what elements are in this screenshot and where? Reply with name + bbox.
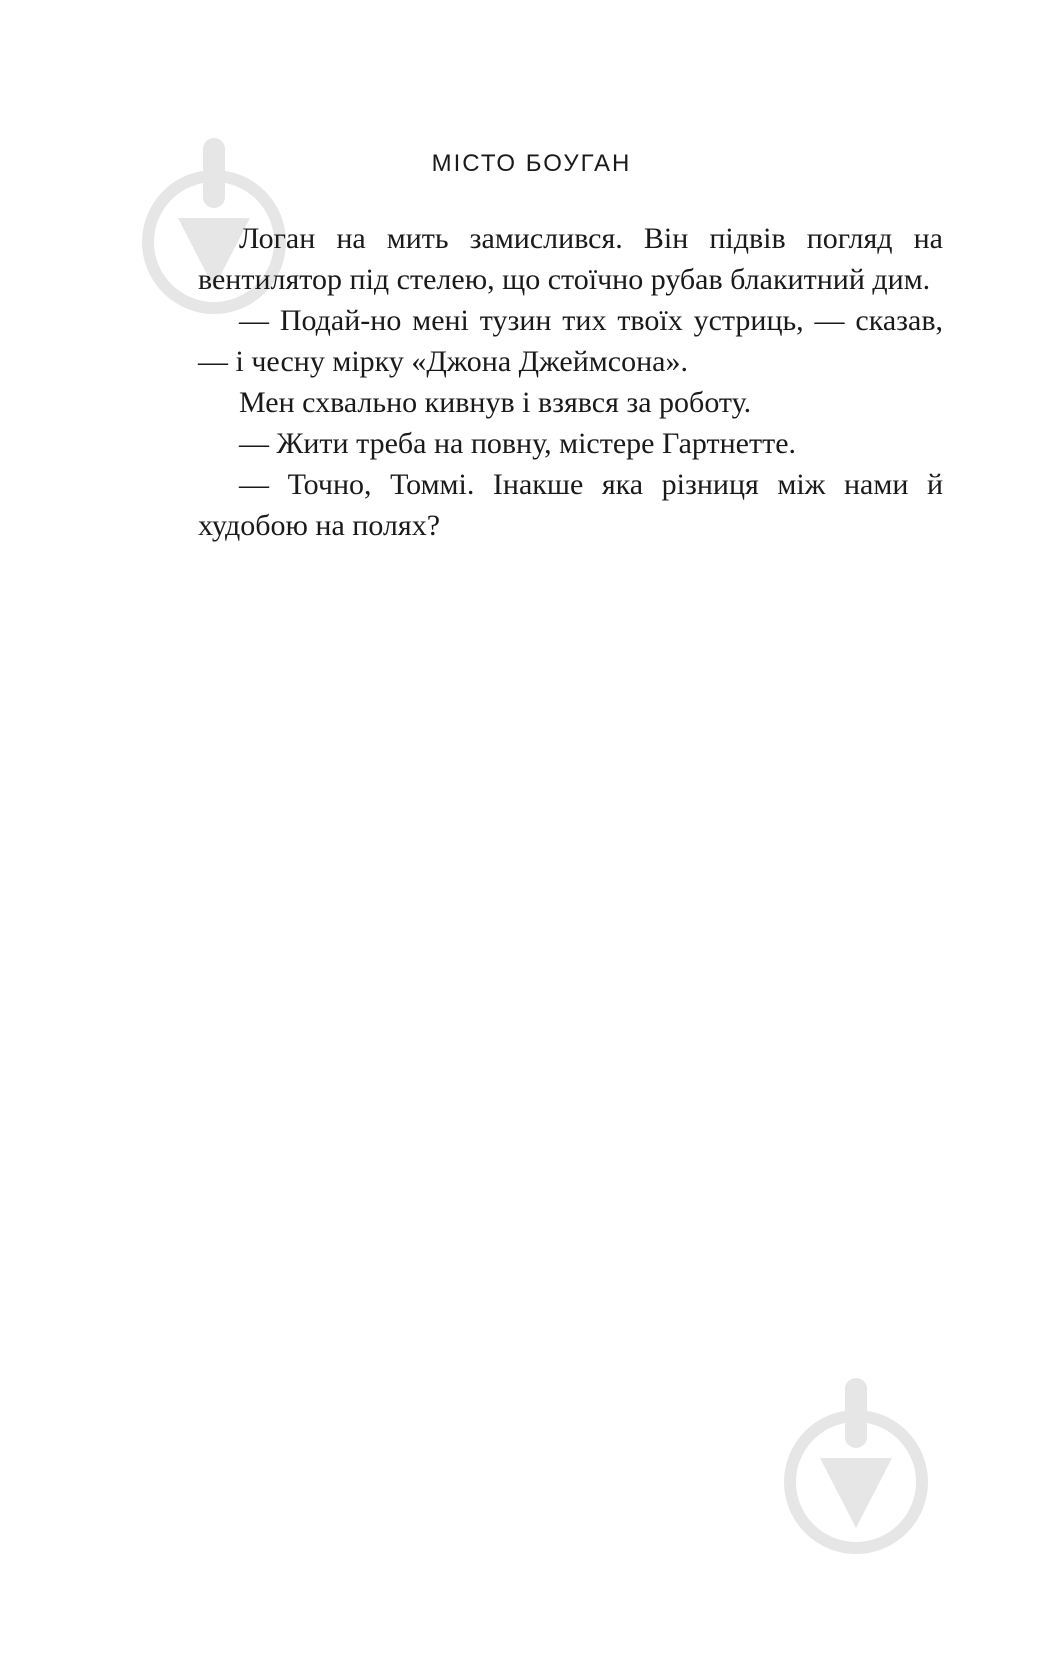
paragraph: Логан на мить замислився. Він підвів погляд на вентилятор під стелею, що стоїчно рубав блакитний дим. xyxy=(198,222,943,296)
paragraph: — Подай-но мені тузин тих твоїх устриць, — сказав, — і чесну мірку «Джона Джеймсона». xyxy=(198,304,943,378)
watermark-pen-nib-icon xyxy=(782,1378,930,1556)
paragraph: Мен схвально кивнув і взявся за роботу. xyxy=(239,386,752,419)
paragraph: — Точно, Томмі. Інакше яка різниця між нами й худобою на полях? xyxy=(198,468,943,542)
paragraph: — Жити треба на повну, містере Гартнетте. xyxy=(239,427,797,460)
body-text xyxy=(198,218,943,546)
running-head: МІСТО БОУГАН xyxy=(431,150,632,177)
